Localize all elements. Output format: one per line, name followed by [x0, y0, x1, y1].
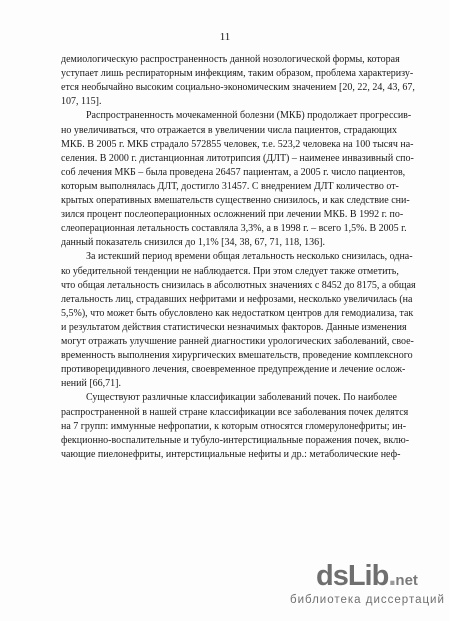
- text-line: селения. В 2000 г. дистанционная литотрипсия (ДЛТ) – наименее инвазивный спо-: [61, 152, 414, 164]
- text-line: крытых оперативных вмешательств существенно снизилось, и как следствие сни-: [61, 195, 410, 206]
- text-line: 5,5%), что может быть обусловлено как недостатком центров для гемодиализа, так: [61, 307, 414, 319]
- text-line: МКБ. В 2005 г. МКБ страдало 572855 человек, т.е. 523,2 человека на 100 тысяч на-: [61, 138, 414, 150]
- text-line: летальность лиц, страдавших нефритами и нефрозами, несколько увеличилась (на: [61, 293, 413, 305]
- text-line: демиологическую распространенность данной нозологической формы, которая: [61, 54, 400, 65]
- watermark-logo: [316, 560, 418, 593]
- page-number: 11: [219, 31, 231, 43]
- text-line: на 7 групп: иммунные нефропатии, к которым относятся гломерулонефриты; ин-: [61, 420, 407, 432]
- text-line: Распространенность мочекаменной болезни (МКБ) продолжает прогрессив-: [86, 110, 412, 122]
- text-line: чающие пиелонефриты, интерстициальные нефиты и др.: метаболические неф-: [61, 448, 401, 460]
- watermark-logo-tld: net: [395, 572, 418, 589]
- text-line: За истекший период времени общая летальность несколько снизилась, одна-: [86, 251, 413, 263]
- text-line: но увеличиваться, что отражается в увеличении числа пациентов, страдающих: [61, 124, 397, 136]
- text-line: фекционно-воспалительные и тубуло-интерстициальные поражения почек, вклю-: [61, 434, 410, 446]
- watermark: [290, 558, 450, 618]
- text-line: уступает лишь респираторным инфекциям, таким образом, проблема характеризу-: [61, 68, 414, 80]
- watermark-subtitle: библиотека диссертаций: [290, 594, 445, 606]
- text-line: ко убедительной тенденции не наблюдается. При этом следует также отметить,: [61, 265, 399, 277]
- text-line: соб лечения МКБ – была проведена 26457 пациентам, а 2005 г. число пациентов,: [61, 166, 406, 178]
- text-line: нений [66,71].: [61, 378, 122, 390]
- text-line: слеоперационная летальность составляла 3,3%, а в 1998 г. – всего 1,5%. В 2005 г.: [61, 223, 407, 235]
- text-line: временность выполнения хирургических вмешательств, проведение комплексного: [61, 350, 413, 362]
- text-line: зился процент послеоперационных осложнений при лечении МКБ. В 1992 г. по-: [61, 209, 404, 221]
- text-line: что общая летальность снизилась в абсолютных значениях с 8452 до 8175, а общая: [61, 279, 416, 291]
- watermark-logo-dot: .: [388, 560, 396, 592]
- text-line: Существуют различные классификации заболеваний почек. По наиболее: [86, 392, 397, 404]
- watermark-logo-main: dsLib: [316, 560, 389, 592]
- text-line: ется необычайно высоким социально-экономическим значением [20, 22, 24, 43, 67,: [61, 82, 415, 94]
- text-line: данный показатель снизился до 1,1% [34, 38, 67, 71, 118, 136].: [61, 237, 325, 249]
- text-line: могут отражать улучшение ранней диагностики урологических заболеваний, свое-: [61, 336, 414, 347]
- text-line: противорецидивного лечения, своевременное предупреждение и лечение ослож-: [61, 364, 406, 376]
- text-line: которым выполнялась ДЛТ, достигло 31457. С внедрением ДЛТ количество от-: [61, 180, 399, 192]
- text-line: распространенной в нашей стране классификации все заболевания почек делятся: [61, 406, 409, 418]
- text-line: 107, 115].: [61, 96, 102, 108]
- text-line: и результатом действия статистически незначимых факторов. Данные изменения: [61, 321, 407, 333]
